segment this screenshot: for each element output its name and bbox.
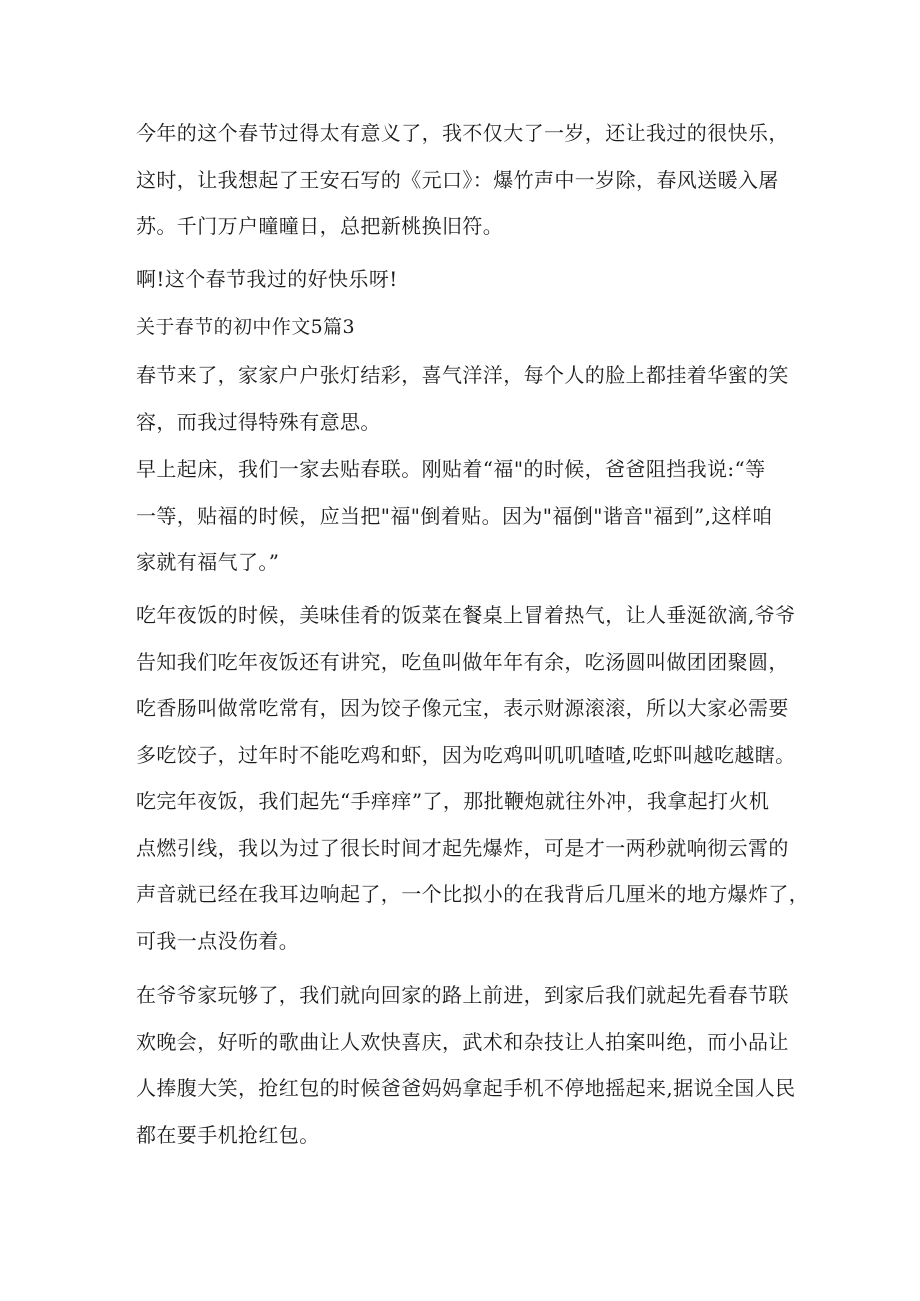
paragraph-3 (136, 352, 796, 445)
section-heading (136, 304, 796, 351)
text-line: 都在要手机抢红包。 (136, 1122, 320, 1147)
text-line: 一等，贴福的时候，应当把"福"倒着贴。因为"福倒"谐音"福到”,这样咱 (136, 503, 773, 528)
text-line: 吃年夜饭的时候，美味佳肴的饭菜在餐桌上冒着热气，让人垂涎欲滴,爷爷 (136, 603, 796, 627)
paragraph-5 (136, 592, 810, 964)
text-line: 这时，让我想起了王安石写的《元口》：爆竹声中一岁除，春风送暖入屠 (136, 167, 779, 192)
paragraph-4 (136, 446, 796, 586)
text-line: 在爷爷家玩够了，我们就向回家的路上前进，到家后我们就起先看春节联 (136, 983, 789, 1007)
text-line: 早上起床，我们一家去贴春联。刚贴着“福"的时候，爸爸阻挡我说:“等 (136, 457, 766, 481)
text-line: 吃完年夜饭，我们起先“手痒痒”了，那批鞭炮就往外冲，我拿起打火机 (136, 789, 770, 813)
text-line: 今年的这个春节过得太有意义了，我不仅大了一岁，还让我过的很快乐， (136, 121, 789, 145)
text-line: 春节来了，家家户户张灯结彩，喜气洋洋，每个人的脸上都挂着华蜜的笑 (136, 363, 789, 387)
text-line: 点燃引线，我以为过了很长时间才起先爆炸，可是才一两秒就响彻云霄的 (136, 835, 789, 860)
text-line: 家就有福气了。” (136, 550, 280, 574)
text-line: 人捧腹大笑，抢红包的时候爸爸妈妈拿起手机不停地摇起来,据说全国人民 (136, 1076, 796, 1100)
paragraph-6 (136, 972, 796, 1158)
text-line: 吃香肠叫做常吃常有，因为饺子像元宝，表示财源滚滚，所以大家必需要 (136, 696, 789, 720)
paragraph-1 (136, 110, 796, 250)
text-line: 可我一点没伤着。 (136, 928, 300, 953)
heading-text: 关于春节的初中作文5篇3 (136, 316, 355, 338)
paragraph-2 (136, 256, 796, 303)
text-line: 啊!这个春节我过的好快乐呀! (136, 267, 398, 291)
text-line: 容，而我过得特殊有意思。 (136, 409, 381, 434)
text-line: 声音就已经在我耳边响起了，一个比拟小的在我背后几厘米的地方爆炸了， (136, 882, 810, 906)
text-line: 多吃饺子，过年时不能吃鸡和虾，因为吃鸡叫叽叽喳喳,吃虾叫越吃越瞎。 (136, 742, 796, 767)
text-line: 欢晚会，好听的歌曲让人欢快喜庆，武术和杂技让人拍案叫绝，而小品让 (136, 1029, 789, 1054)
text-line: 苏。千门万户曈曈日，总把新桃换旧符。 (136, 214, 504, 238)
text-line: 告知我们吃年夜饭还有讲究，吃鱼叫做年年有余，吃汤圆叫做团团聚圆， (136, 649, 789, 674)
